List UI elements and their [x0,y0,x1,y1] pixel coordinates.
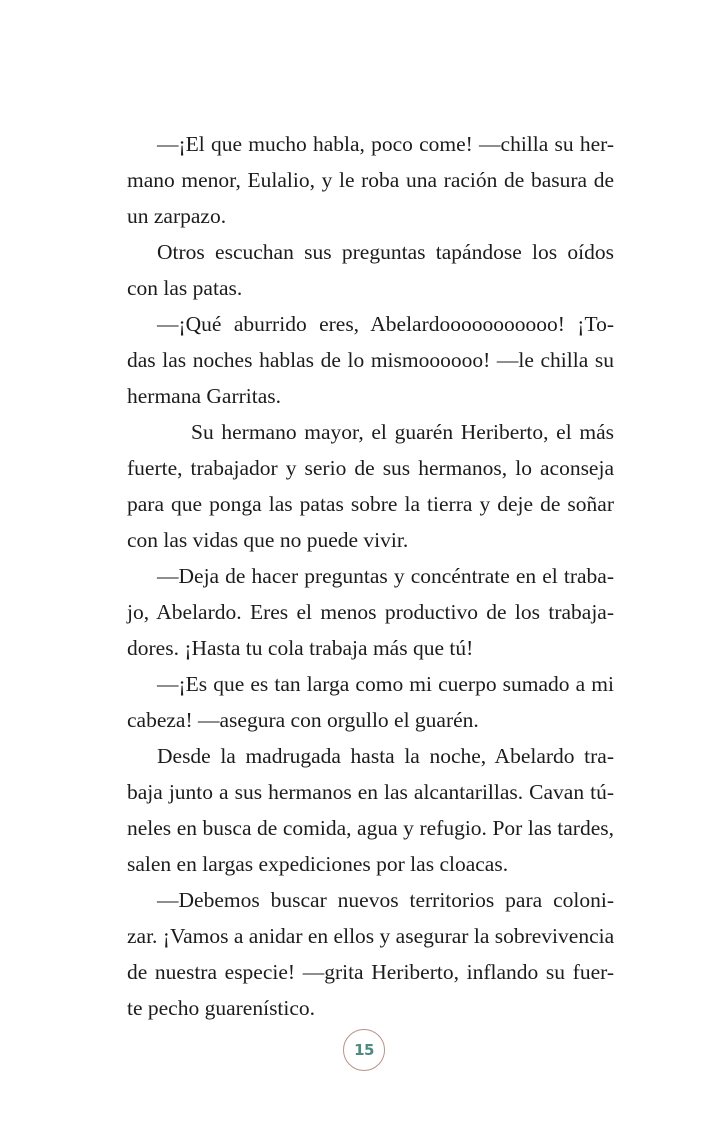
page-number: 15 [354,1041,374,1059]
text-line: de nuestra especie! —grita Heriberto, inflando su fuer- [127,960,614,984]
text-line: un zarpazo. [127,204,227,228]
text-line: —¡Qué aburrido eres, Abelardooooooooooo! ¡To- [157,312,614,336]
text-line: Otros escuchan sus preguntas tapándose los oídos [157,240,614,264]
text-line: jo, Abelardo. Eres el menos productivo de los trabaja- [127,600,614,624]
text-line: para que ponga las patas sobre la tierra y deje de soñar [127,492,614,516]
text-line: das las noches hablas de lo mismoooooo! —le chilla su [127,348,614,372]
text-line: hermana Garritas. [127,384,282,408]
text-line: zar. ¡Vamos a anidar en ellos y asegurar la sobrevivencia [127,924,615,948]
page-number-badge [343,1029,385,1071]
text-line: Su hermano mayor, el guarén Heriberto, el más [191,420,614,444]
text-line: cabeza! —asegura con orgullo el guarén. [127,708,479,732]
text-line: con las vidas que no puede vivir. [127,528,409,552]
text-line: —Deja de hacer preguntas y concéntrate en el traba- [157,564,614,588]
text-line: te pecho guarenístico. [127,996,316,1020]
text-line: mano menor, Eulalio, y le roba una ración de basura de [127,168,614,192]
text-line: dores. ¡Hasta tu cola trabaja más que tú! [127,636,474,660]
body-text [127,126,614,1026]
text-line: Desde la madrugada hasta la noche, Abelardo tra- [157,744,614,768]
text-line: neles en busca de comida, agua y refugio. Por las tardes, [127,816,614,840]
text-line: con las patas. [127,276,243,300]
text-line: salen en largas expediciones por las cloacas. [127,852,509,876]
text-line: —¡Es que es tan larga como mi cuerpo sumado a mi [157,672,614,696]
text-line: fuerte, trabajador y serio de sus hermanos, lo aconseja [127,456,614,480]
text-line: baja junto a sus hermanos en las alcantarillas. Cavan tú- [127,780,614,804]
text-line: —Debemos buscar nuevos territorios para coloni- [157,888,614,912]
text-line: —¡El que mucho habla, poco come! —chilla su her- [157,132,614,156]
